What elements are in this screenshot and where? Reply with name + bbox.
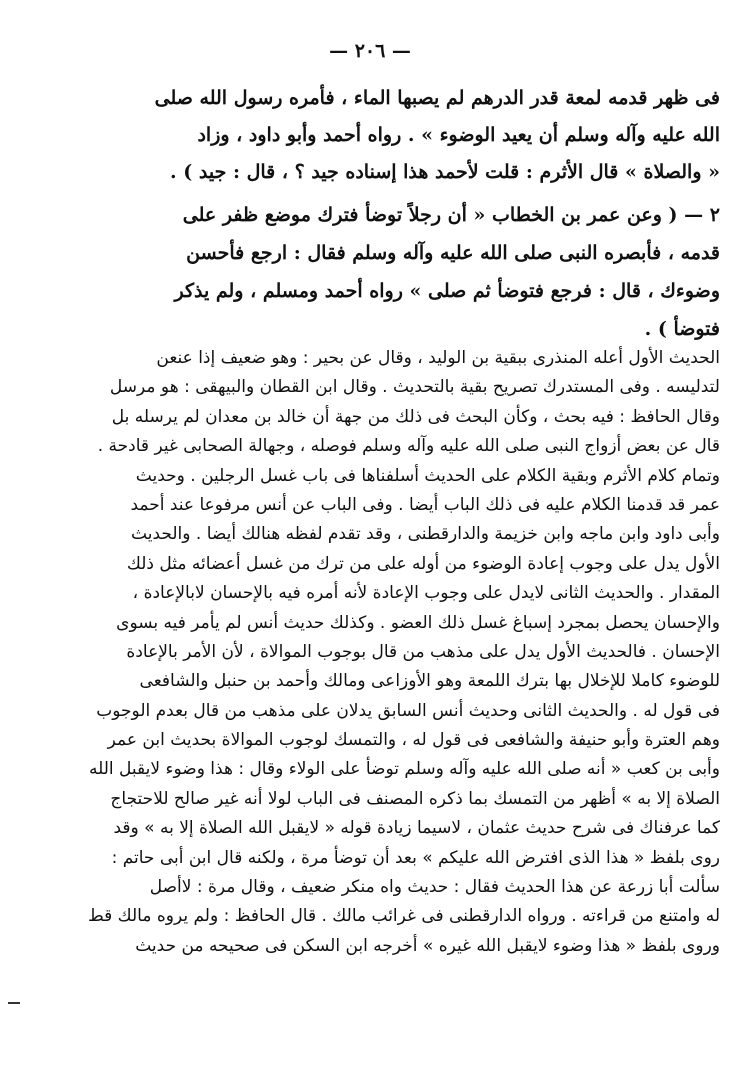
text-line: وهم العترة وأبو حنيفة والشافعى فى قول له ، والتمسك لوجوب الموالاة بحديث ابن عمر <box>107 730 720 751</box>
text-line: فى قول له . والحديث الثانى وحديث أنس السابق يدلان على مذهب من قال بعدم الوجوب <box>96 700 720 721</box>
text-line: وروى بلفظ « هذا وضوء لايقبل الله غيره » أخرجه ابن السكن فى صحيحه من حديث <box>135 935 720 956</box>
text-line: له وامتنع من قراءته . ورواه الدارقطنى فى غرائب مالك . قال الحافظ : ولم يروه مالك قط <box>87 906 720 927</box>
text-line: للوضوء كاملا للإخلال بها بترك اللمعة وهو الأوزاعى ومالك وأحمد بن حنبل والشافعى <box>139 671 720 692</box>
text-line: وضوءك ، قال : فرجع فتوضأ ثم صلى » رواه أحمد ومسلم ، ولم يذكر <box>174 280 720 302</box>
text-line: روى بلفظ « هذا الذى افترض الله عليكم » بعد أن توضأ مرة ، ولكنه قال ابن أبى حاتم : <box>111 847 720 868</box>
text-line: وأبى بن كعب « أنه صلى الله عليه وآله وسلم توضأ على الولاء وقال : هذا وضوء لايقبل الله <box>89 759 720 780</box>
text-line: فى ظهر قدمه لمعة قدر الدرهم لم يصبها الماء ، فأمره رسول الله صلى <box>154 87 720 109</box>
text-line: المقدار . والحديث الثانى لايدل على وجوب الإعادة لأنه أمره فيه بالإحسان لابالإعادة ، <box>132 583 720 604</box>
text-line: الصلاة إلا به » أظهر من التمسك بما ذكره المصنف فى الباب لولا أنه غير صالح للاحتجاج <box>110 788 720 809</box>
page-number: — ٢٠٦ — <box>329 40 411 62</box>
text-line: فتوضأ ) . <box>644 318 720 340</box>
text-line: الإحسان . فالحديث الأول يدل على مذهب من قال بوجوب الموالاة ، لأن الأمر بالإعادة <box>126 641 720 662</box>
text-line: عمر قد قدمنا الكلام عليه فى ذلك الباب أيضا . وفى الباب عن أنس مرفوعا عند أحمد <box>130 494 720 515</box>
text-line: سألت أبا زرعة عن هذا الحديث فقال : حديث واه منكر ضعيف ، وقال مرة : لاأصل <box>149 877 720 898</box>
text-line: وأبى داود وابن ماجه وابن خزيمة والدارقطنى ، وقد تقدم لفظه هنالك أيضا . والحديث <box>131 524 720 545</box>
text-line: قدمه ، فأبصره النبى صلى الله عليه وآله وسلم فقال : ارجع فأحسن <box>186 242 720 264</box>
page <box>20 0 720 1075</box>
text-line: وقال الحافظ : فيه بحث ، وكأن البحث فى ذلك من جهة أن خالد بن معدان لم يرسله بل <box>111 406 720 427</box>
text-line: لتدليسه . وفى المستدرك تصريح بقية بالتحديث . وقال ابن القطان والبيهقى : هو مرسل <box>109 377 720 398</box>
text-line: الله عليه وآله وسلم أن يعيد الوضوء » . رواه أحمد وأبو داود ، وزاد <box>197 124 720 146</box>
commentary-text <box>20 344 720 961</box>
text-line: وتمام كلام الأثرم وبقية الكلام على الحديث أسلفناها فى باب غسل الرجلين . وحديث <box>135 465 720 486</box>
hadith-text-1 <box>20 80 720 191</box>
text-line: قال عن بعض أزواج النبى صلى الله عليه وآله وسلم فوصله ، وجهالة الصحابى غير قادحة . <box>97 436 720 457</box>
hadith-text-2 <box>20 196 720 348</box>
text-line: كما عرفناك فى شرح حديث عثمان ، لاسيما زيادة قوله « لايقبل الله الصلاة إلا به » وقد <box>113 818 720 839</box>
text-line: الأول يدل على وجوب إعادة الوضوء من أوله على من ترك من غسل أعضائه مثل ذلك <box>126 553 720 574</box>
margin-mark <box>8 1002 20 1004</box>
text-line: « والصلاة » قال الأثرم : قلت لأحمد هذا إسناده جيد ؟ ، قال : جيد ) . <box>170 161 720 183</box>
text-line: الحديث الأول أعله المنذرى ببقية بن الوليد ، وقال عن بحير : وهو ضعيف إذا عنعن <box>156 348 720 368</box>
text-line: ٢ — ( وعن عمر بن الخطاب « أن رجلاً توضأ فترك موضع ظفر على <box>182 204 720 226</box>
text-line: والإحسان يحصل بمجرد إسباغ غسل ذلك العضو . وكذلك حديث أنس لم يأمر فيه بسوى <box>116 612 720 633</box>
